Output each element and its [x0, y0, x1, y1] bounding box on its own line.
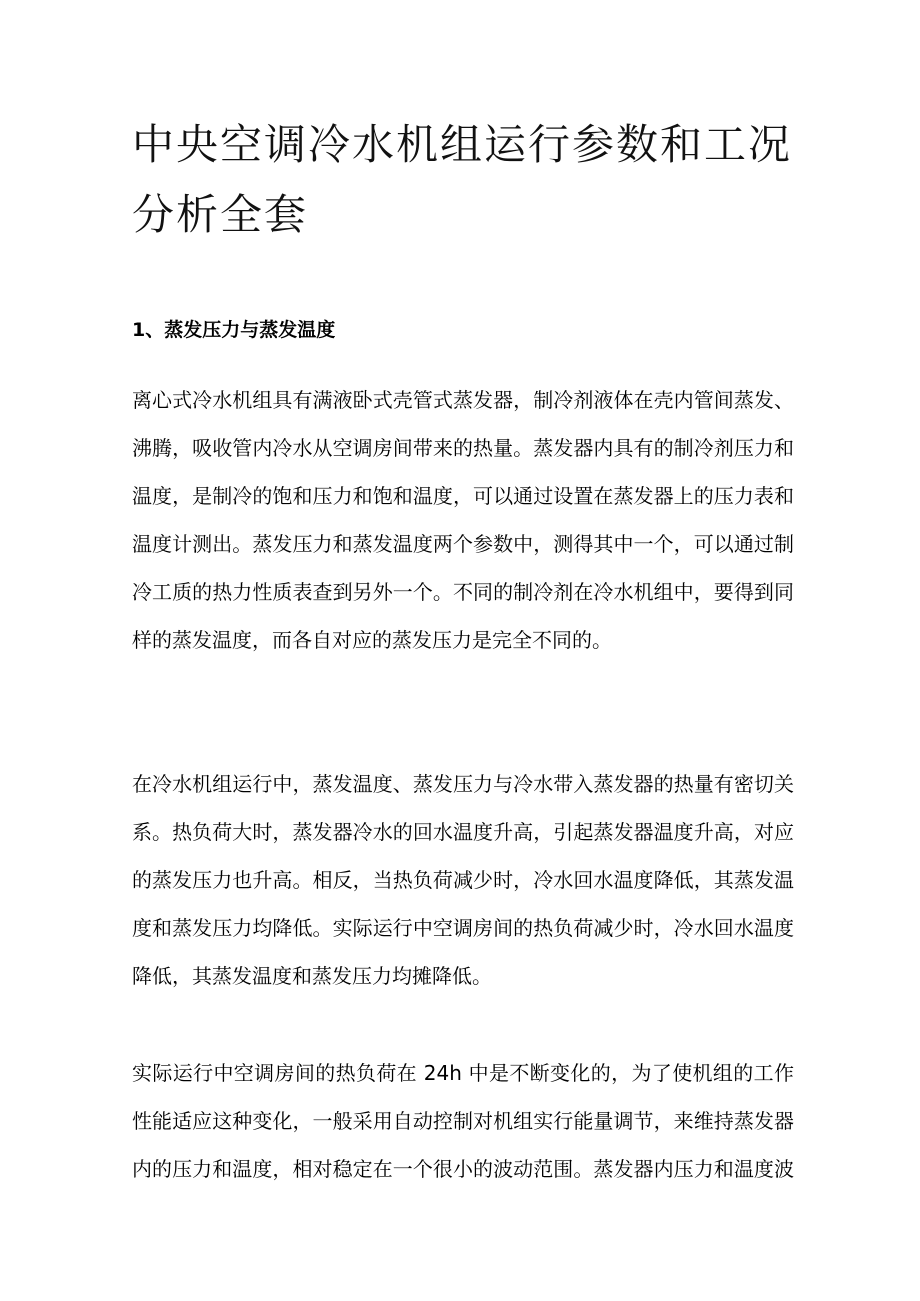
paragraph — [132, 1049, 794, 1193]
paragraph-line: 度和蒸发压力均降低。实际运行中空调房间的热负荷减少时，冷水回水温度 — [132, 916, 794, 940]
paragraph — [132, 376, 794, 664]
paragraph-line: 温度计测出。蒸发压力和蒸发温度两个参数中，测得其中一个，可以通过制 — [132, 532, 794, 556]
title-line: 分析全套 — [132, 190, 309, 239]
paragraph-line: 冷工质的热力性质表查到另外一个。不同的制冷剂在冷水机组中，要得到同 — [132, 580, 794, 604]
paragraph-line: 沸腾，吸收管内冷水从空调房间带来的热量。蒸发器内具有的制冷剂压力和 — [132, 436, 794, 460]
paragraph-line: 系。热负荷大时，蒸发器冷水的回水温度升高，引起蒸发器温度升高，对应 — [132, 820, 794, 844]
paragraph-line: 样的蒸发温度，而各自对应的蒸发压力是完全不同的。 — [132, 628, 612, 652]
paragraph-line: 离心式冷水机组具有满液卧式壳管式蒸发器，制冷剂液体在壳内管间蒸发、 — [132, 388, 794, 412]
document-title — [132, 110, 793, 250]
paragraph-line: 降低，其蒸发温度和蒸发压力均摊降低。 — [132, 964, 492, 988]
paragraph — [132, 760, 794, 1000]
paragraph-line: 在冷水机组运行中，蒸发温度、蒸发压力与冷水带入蒸发器的热量有密切关 — [132, 772, 794, 796]
title-line: 中央空调冷水机组运行参数和工况 — [132, 120, 793, 169]
section-heading: 1、蒸发压力与蒸发温度 — [132, 319, 336, 341]
paragraph-line: 的蒸发压力也升高。相反，当热负荷减少时，冷水回水温度降低，其蒸发温 — [132, 868, 794, 892]
paragraph-line: 温度，是制冷的饱和压力和饱和温度，可以通过设置在蒸发器上的压力表和 — [132, 484, 794, 508]
paragraph-line: 内的压力和温度，相对稳定在一个很小的波动范围。蒸发器内压力和温度波 — [132, 1157, 794, 1181]
paragraph-line: 性能适应这种变化，一般采用自动控制对机组实行能量调节，来维持蒸发器 — [132, 1109, 794, 1133]
paragraph-line: 实际运行中空调房间的热负荷在 24h 中是不断变化的，为了使机组的工作 — [132, 1061, 794, 1085]
